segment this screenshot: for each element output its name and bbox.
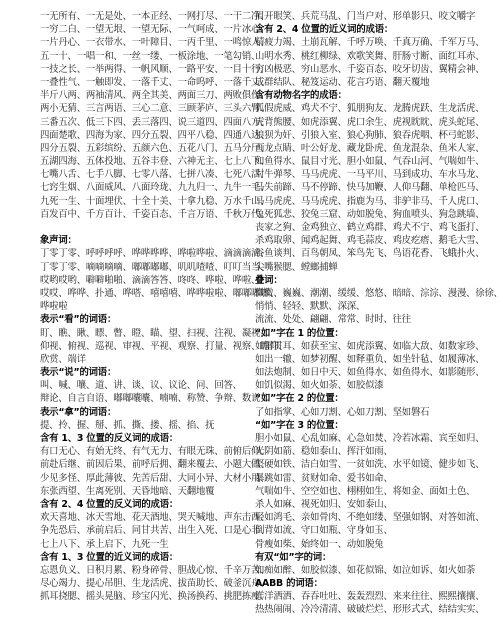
text-line: 如法炮制、如日中天、如鱼得水、如鱼得水、如影随形、 (255, 367, 485, 379)
section-heading: 表示“看”的词语： (40, 314, 117, 326)
section-heading: 含有 2、4 位置的反义词的成语： (40, 498, 179, 510)
text-line: 四面楚歌、四海为家、四分五裂、四平八稳、四通八达、 (40, 129, 270, 141)
text-line: 尽心竭力、提心吊胆、生龙活虎、拔苗助长、破釜沉舟、 (40, 578, 270, 590)
text-line: 七嘴八舌、七手八脚、七零八落、七拼八凑、七死八活、 (40, 169, 270, 181)
text-line: 前赴后继、前因后果、前呼后拥、翻来覆去、小题大做、 (40, 459, 270, 471)
text-line: 一无所有、一无是处、一本正经、一网打尽、一干二净、 (40, 11, 270, 22)
text-line: 光阴如箭、稳如泰山、挥汗如雨、 (255, 446, 393, 458)
text-line: 杀鸡取卵、闻鸡起舞、鸡毛蒜皮、鸡皮疙瘩、鹅毛大雪、 (255, 235, 485, 247)
text-line: 尖嘴猴腮、螳螂捕蝉 (255, 261, 338, 273)
text-line: 洋洋洒洒、吞吞吐吐、轰轰烈烈、来来往往、熙熙攘攘、 (255, 591, 485, 603)
text-line: 暴跳如雷、贫财如命、爱书如命、 (255, 472, 393, 484)
text-line: 有口无心、有始无终、有气无力、有眼无珠、前俯后仰、 (40, 446, 270, 458)
text-line: 成群结队、秘笈运动、花言巧语、翻天覆地 (255, 76, 430, 88)
text-line: 悄悄、轻轻、默默、深深、 (255, 301, 366, 313)
text-line: 两小无猜、三言两语、三心二意、三顾茅庐、三头六臂、 (40, 103, 270, 115)
text-line: 丁零丁零、呼呼呼呼、哗哗哗哗、哗啦哗啦、滴滴滴滴、 (40, 248, 270, 260)
section-heading: “如”字在 3 的位置： (255, 419, 344, 431)
text-line: 抓耳挠腮、摇头晃脑、珍宝闪光、换汤换药、挑肥拣瘦、 (40, 591, 270, 603)
text-line: 提、拎、握、掰、抓、撕、搂、摇、掐、抚 (40, 419, 215, 431)
text-line: 欣赏、端详 (40, 353, 86, 365)
text-line: 轻如鸿毛、亲如骨肉、不绝如缕、坚强如钢、对答如流、 (255, 512, 485, 524)
section-heading: 含有 1、3 位置的反义词的成语： (40, 433, 179, 444)
section-heading: 含有动物名字的成语： (255, 90, 347, 102)
text-line: 狼狈为奸、引狼入室、狼心狗肺、狼吞虎咽、杯弓蛇影、 (255, 129, 485, 141)
text-line: 丧家之狗、金鸡独立、鹤立鸡群、鸡犬不宁、鸡飞蛋打、 (255, 222, 485, 233)
text-line: 谷鱼谈判、百鸟朝凤、笨鸟先飞、鸟语花香、飞蛾扑火、 (255, 248, 485, 260)
text-line: 如鱼得水、鼠目寸光、胆小如鼠、气吞山河、气喘如牛、 (255, 156, 485, 168)
text-line: 忘恩负义、日积月累、粉身碎骨、胆战心惊、千辛万苦、 (40, 564, 270, 576)
text-line: 马马虎虎、马马虎虎、指鹿为马、非驴非马、千人虎口、 (255, 195, 485, 207)
text-line: 狐假虎威、鸡犬不宁、狐朋狗友、龙腾虎跃、生龙活虎、 (255, 103, 485, 115)
text-line: 丁零丁零、嘀嘀嘀嘀、嘟嘟嘟嘟、叽叽喳喳、叮叮当当、 (40, 261, 270, 273)
text-line: 四分五裂、五彩缤纷、五颜六色、五花八门、五马分尸、 (40, 142, 270, 154)
section-heading: 表示“拿”的词语： (40, 406, 117, 418)
text-line: 哗啦啦 (40, 301, 68, 313)
text-line: 哎哟哎哟、噼噼啪啪、滴滴答答、咚咚、哗啦、哗啦、 (40, 274, 261, 286)
right-column (255, 10, 503, 617)
text-line: 精疲力竭、土崩瓦解、千呼万唤、千真万确、千军万马、 (255, 37, 485, 49)
text-line: 马失前蹄、马不停蹄、快马加鞭、人仰马翻、单枪匹马、 (255, 182, 485, 194)
text-line: 少见多怪、厚此薄彼、先苦后甜、大同小异、大材小用、 (40, 472, 270, 484)
text-line: 叫、喊、嚷、道、讲、谈、议、议论、问、回答、 (40, 380, 242, 392)
section-heading: “如”字在 1 的位置： (255, 327, 344, 339)
text-line: 半斤八两、两袖清风、两全其美、两面三刀、两败俱伤、 (40, 90, 270, 102)
text-line: 胆小如鼠、心乱如麻、心急如焚、冷若冰霜、宾至如归、 (255, 433, 485, 444)
text-line: 微微、巍巍、潮潮、缓缓、悠悠、暗暗、淙淙、漫漫、徐徐、 (255, 287, 503, 299)
text-line: 一片丹心、一衣带水、一叶障目、一丙千里、一鸣惊人、 (40, 37, 270, 49)
section-heading: “如”字在 2 的位置： (255, 393, 344, 405)
text-line: 如饥似渴、如火如荼、如胶似漆 (255, 380, 384, 392)
text-line: 山明水秀、桃红柳绿、欢歌笑舞、肝肠寸断、面红耳赤、 (255, 50, 485, 62)
text-line: 气喘如牛、空空如也、栩栩如生、将如金、面如土色、 (255, 485, 476, 497)
section-heading: 有双“如”字的词： (255, 551, 332, 563)
text-line: 倒背如流、守口如瓶、守身如玉、 (255, 525, 393, 537)
text-line: 穷凶极恶、穷山恶水、千姿百态、咬牙切齿、翼精会神、 (255, 63, 485, 75)
text-line: 杀人如麻、视死如归、安如泰山、 (255, 498, 393, 510)
text-line: 虎背熊腰、如虎添翼、虎口余生、虎视眈眈、虎头蛇尾、 (255, 116, 485, 128)
text-line: 一技之长、一举两得、一帆风顺、一路平安、一目十行、 (40, 63, 270, 75)
text-line: 如痴如醉、如胶似漆、如花似锦、如泣如诉、如火如荼 (255, 564, 476, 576)
text-line: 眉开眼笑、兵荒马乱、门当户对、形单影只、咬文嚼字 (255, 11, 476, 22)
text-line: 东张西望、生离死别、天昏地暗、天翻地覆 (40, 485, 215, 497)
text-line: 了如指掌、心如刀割、心如刀割、坚如磐石 (255, 406, 430, 418)
section-heading: AABB 的词语： (255, 578, 323, 590)
text-line: 百发百中、千方百计、千姿百态、千言万语、千秋万代、 (40, 208, 270, 220)
text-line: 七窍生烟、八面威风、八面玲珑、九九归一、九牛一毛、 (40, 182, 270, 194)
section-heading: 表示“说”的词语： (40, 367, 117, 379)
text-line: 辩论、自言自语、嘟嘟囔囔、喃喃、称赞、争辩、数说 (40, 393, 261, 405)
text-line: 对牛弹琴、马马虎虎、一马平川、马到成功、车水马龙、 (255, 169, 485, 181)
section-heading: 含有 2、4 位置的近义词的成语： (255, 24, 394, 36)
text-line: 骨瘦如柴、始终如一、动如脱兔 (255, 538, 384, 550)
section-heading: 象声词： (40, 235, 77, 247)
text-line: 画龙点睛、叶公好龙、藏龙卧虎、鱼龙混杂、鱼米人家、 (255, 142, 485, 154)
text-line: 三番五次、低三下四、丢三落四、说三道四、四面八方、 (40, 116, 270, 128)
text-line: 一叠性气、一触即发、一落千丈、一命呜呼、一落千丈、 (40, 76, 270, 88)
section-heading: 含有 1、3 位置的近义词的成语： (40, 551, 179, 563)
text-line: 如出一辙、如梦初醒、如释重负、如坐针毡、如履薄冰、 (255, 353, 485, 365)
text-line: 五湖四海、五体投地、五谷丰登、六神无主、七上八下、 (40, 156, 270, 168)
text-line: 仰视、俯视、巡视、审视、平视、观察、打量、视察、瞻仰、 (40, 340, 288, 352)
text-line: 热热闹闹、冷冷清清、破破烂烂、形形式式、结结实实、 (255, 604, 485, 616)
spacer (40, 221, 240, 234)
text-line: 争先恐后、承前启后、同甘共苦、出生入死、口是心非、 (40, 525, 270, 537)
text-line: 如雷贯耳、如获至宝、如虎添翼、如临大敌、如数家珍、 (255, 340, 485, 352)
text-line: 坚硬如铁、洁白如雪、一贫如洗、水平如镜、健步如飞、 (255, 459, 485, 471)
text-line: 九死一生、十面埋伏、十全十美、十拿九稳、万水千山、 (40, 195, 270, 207)
text-line: 流流、处处、翩翩、常常、时时、往往 (255, 314, 411, 326)
text-line: 七上八下、承上启下、九死一生 (40, 538, 169, 550)
text-line: 五一十、一唱一和、一丝一缕、一板涂地、一笔勾销、 (40, 50, 261, 62)
text-line: 一穷二白、一望无垠、一望无际、一气呵成、一片冰心、 (40, 24, 270, 36)
text-line: 兔死狐悲、狡兔三窟、动如脱兔、狗血喷头、狗急跳墙、 (255, 208, 485, 220)
text-line: 欢天喜地、冰天雪地、花天酒地、哭天喊地、声东击西、 (40, 512, 270, 524)
text-line: 盯、瞧、瞅、瞟、瞥、瞪、瞄、望、扫视、注视、凝视、 (40, 327, 270, 339)
section-heading: 叠词： (255, 274, 283, 286)
text-line: 哎哎、哗哗、扑通、哗嗒、嘻嘻嘻、哗哗啦啦、嘟嘟嘟嘟、 (40, 287, 279, 299)
